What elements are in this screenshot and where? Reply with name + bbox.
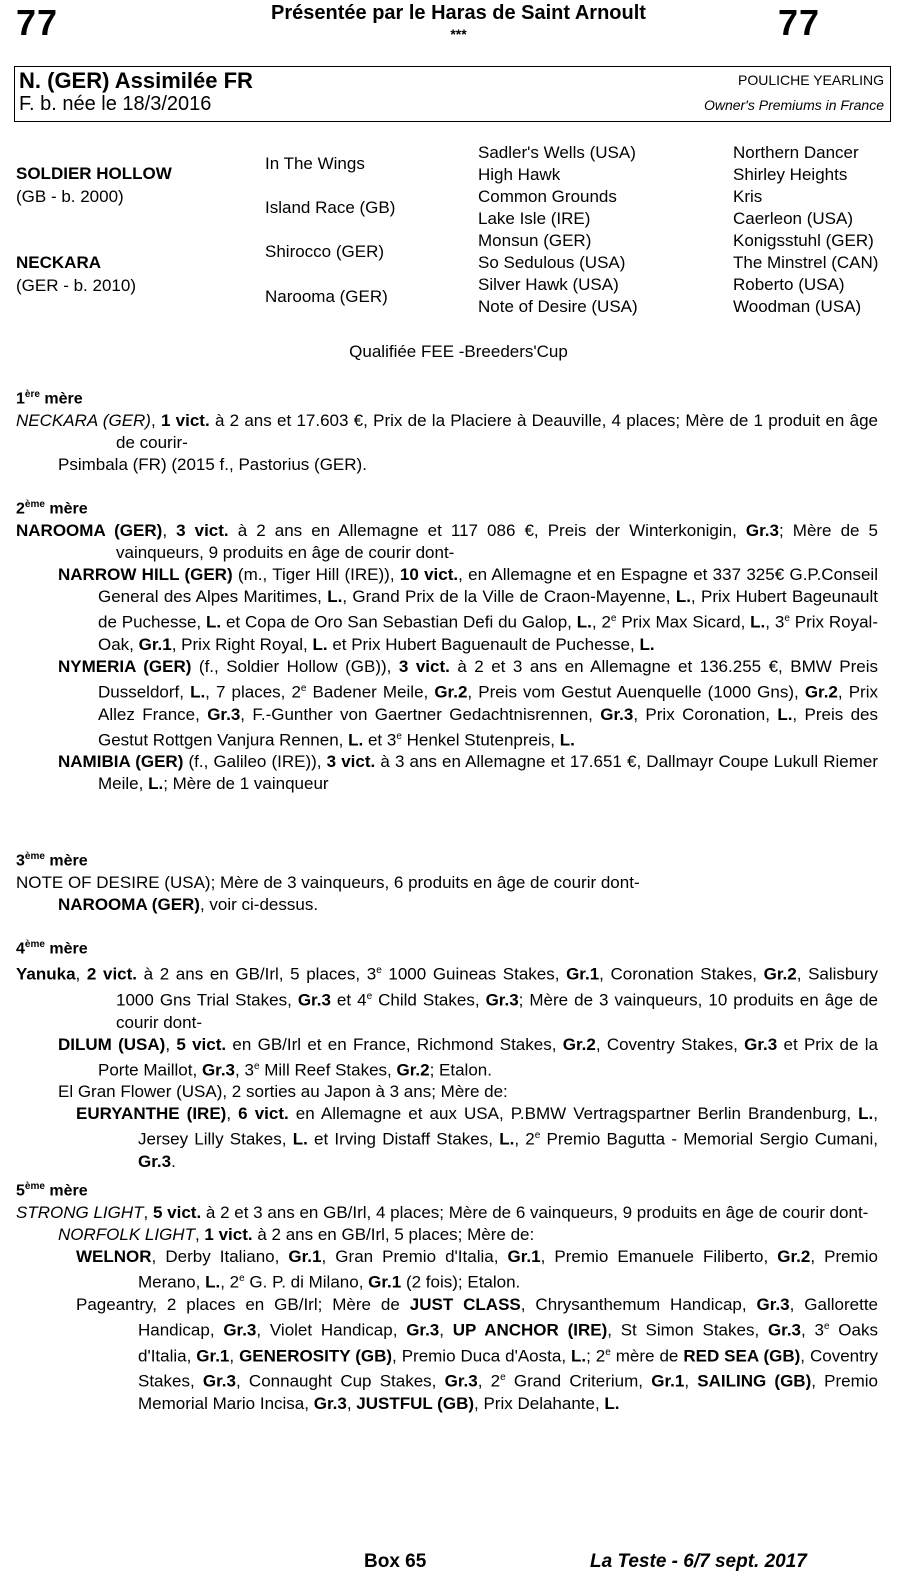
pedigree-gen3: Monsun (GER) — [478, 231, 592, 250]
family-entry: DILUM (USA), 5 vict. en GB/Irl et en France, Richmond Stakes, Gr.2, Coventry Stakes, Gr.3 et Prix de la Porte Maillot, Gr.3, 3e Mill Reef Stakes, Gr.2; Etalon. — [58, 1034, 878, 1080]
family-section-3 — [16, 846, 878, 916]
dam-name: NECKARA — [16, 253, 101, 272]
pedigree-gen4: Woodman (USA) — [733, 297, 862, 316]
family-section-2 — [16, 494, 878, 795]
pedigree-gen3: So Sedulous (USA) — [478, 253, 626, 272]
section-heading: 3ème mère — [16, 851, 88, 870]
family-entry: Pageantry, 2 places en GB/Irl; Mère de JUST CLASS, Chrysanthemum Handicap, Gr.3, Gallorette Handicap, Gr.3, Violet Handicap, Gr.3, UP ANCHOR (IRE), St Simon Stakes, Gr.3, 3e Oaks d'Italia, Gr.1, GENEROSITY (GB), Premio Duca d'Aosta, L.; 2e mère de RED SEA (GB), Coventry Stakes, Gr.3, Connaught Cup Stakes, Gr.3, 2e Grand Criterium, Gr.1, SAILING (GB), Premio Memorial Mario Incisa, Gr.3, JUSTFUL (GB), Prix Delahante, L. — [76, 1294, 879, 1413]
sire-name: SOLDIER HOLLOW — [16, 164, 172, 183]
family-entry: NAROOMA (GER), 3 vict. à 2 ans en Allemagne et 117 086 €, Preis der Winterkonigin, Gr.3; Mère de 5 vainqueurs, 9 produits en âge de courir dont- — [16, 521, 879, 563]
pedigree-gen3: Silver Hawk (USA) — [478, 275, 619, 294]
section-heading: 2ème mère — [16, 499, 88, 518]
family-entry: NOTE OF DESIRE (USA); Mère de 3 vainqueurs, 6 produits en âge de courir dont- — [16, 873, 640, 893]
pedigree-gen4: Konigsstuhl (GER) — [733, 231, 874, 250]
horse-birth: F. b. née le 18/3/2016 — [19, 93, 212, 115]
presenter-line: Présentée par le Haras de Saint Arnoult — [271, 2, 646, 24]
pedigree-gen4: Roberto (USA) — [733, 275, 845, 294]
family-entry: WELNOR, Derby Italiano, Gr.1, Gran Premio d'Italia, Gr.1, Premio Emanuele Filiberto, Gr.2, Premio Merano, L., 2e G. P. di Milano, Gr.1 (2 fois); Etalon. — [76, 1247, 879, 1292]
family-entry: El Gran Flower (USA), 2 sorties au Japon à 3 ans; Mère de: — [58, 1082, 508, 1102]
pedigree-gen3: Common Grounds — [478, 187, 617, 206]
family-entry: Psimbala (FR) (2015 f., Pastorius (GER). — [58, 455, 367, 475]
pedigree-gen2: In The Wings — [265, 154, 365, 173]
qualification: Qualifiée FEE -Breeders'Cup — [349, 342, 568, 361]
section-heading: 4ème mère — [16, 939, 88, 958]
pedigree-gen2: Island Race (GB) — [265, 198, 396, 217]
pedigree-gen4: Northern Dancer — [733, 143, 859, 162]
family-section-4 — [16, 934, 878, 1173]
pedigree-gen3: Note of Desire (USA) — [478, 297, 638, 316]
pedigree-gen2: Shirocco (GER) — [265, 242, 385, 261]
pedigree-gen2: Narooma (GER) — [265, 287, 388, 306]
sale-place-date: La Teste - 6/7 sept. 2017 — [590, 1551, 807, 1572]
pedigree-gen4: Kris — [733, 187, 763, 206]
owner-premiums: Owner's Premiums in France — [703, 97, 884, 113]
section-heading: 5ème mère — [16, 1181, 88, 1200]
dam-info: (GER - b. 2010) — [16, 276, 136, 295]
family-entry: NAMIBIA (GER) (f., Galileo (IRE)), 3 vict. à 3 ans en Allemagne et 17.651 €, Dallmayr Coupe Lukull Riemer Meile, L.; Mère de 1 vainqueur — [58, 752, 879, 794]
family-entry: STRONG LIGHT, 5 vict. à 2 et 3 ans en GB/Irl, 4 places; Mère de 6 vainqueurs, 9 produits en âge de courir dont- — [16, 1203, 869, 1223]
family-section-1 — [16, 384, 878, 476]
pedigree-gen3: Lake Isle (IRE) — [478, 209, 591, 228]
horse-name: N. (GER) Assimilée FR — [19, 68, 253, 93]
horse-box — [14, 66, 891, 122]
family-entry: NORFOLK LIGHT, 1 vict. à 2 ans en GB/Irl, 5 places; Mère de: — [58, 1225, 535, 1245]
pedigree-gen4: Caerleon (USA) — [733, 209, 853, 228]
horse-sex-age: POULICHE YEARLING — [737, 72, 884, 88]
stars: *** — [450, 26, 467, 42]
box-number: Box 65 — [364, 1551, 427, 1572]
family-entry: EURYANTHE (IRE), 6 vict. en Allemagne et aux USA, P.BMW Vertragspartner Berlin Brandenburg, L., Jersey Lilly Stakes, L. et Irving Distaff Stakes, L., 2e Premio Bagutta - Memorial Sergio Cumani, Gr.3. — [76, 1104, 878, 1171]
family-entry: NYMERIA (GER) (f., Soldier Hollow (GB)), 3 vict. à 2 et 3 ans en Allemagne et 136.255 €, BMW Preis Dusseldorf, L., 7 places, 2e Badener Meile, Gr.2, Preis vom Gestut Auenquelle (1000 Gns), Gr.2, Prix Allez France, Gr.3, F.-Gunther von Gaertner Gedachtnisrennen, Gr.3, Prix Coronation, L., Preis des Gestut Rottgen Vanjura Rennen, L. et 3e Henkel Stutenpreis, L. — [58, 656, 879, 750]
lot-number-left: 77 — [16, 2, 59, 43]
pedigree-gen4: The Minstrel (CAN) — [733, 253, 879, 272]
family-entry: NECKARA (GER), 1 vict. à 2 ans et 17.603 €, Prix de la Placiere à Deauville, 4 places; Mère de 1 produit en âge de courir- — [16, 411, 878, 453]
family-entry: NAROOMA (GER), voir ci-dessus. — [58, 895, 319, 915]
family-section-5 — [16, 1176, 878, 1415]
pedigree-gen3: Sadler's Wells (USA) — [478, 143, 636, 162]
pedigree-gen4: Shirley Heights — [733, 165, 848, 184]
family-entry: NARROW HILL (GER) (m., Tiger Hill (IRE)), 10 vict., en Allemagne et en Espagne et 337 325€ G.P.Conseil General des Alpes Maritimes, L., Grand Prix de la Ville de Craon-Mayenne, L., Prix Hubert Bageunault de Puchesse, L. et Copa de Oro San Sebastian Defi du Galop, L., 2e Prix Max Sicard, L., 3e Prix Royal-Oak, Gr.1, Prix Right Royal, L. et Prix Hubert Baguenault de Puchesse, L. — [58, 565, 878, 654]
pedigree-gen3: High Hawk — [478, 165, 561, 184]
sire-info: (GB - b. 2000) — [16, 187, 124, 206]
family-entry: Yanuka, 2 vict. à 2 ans en GB/Irl, 5 places, 3e 1000 Guineas Stakes, Gr.1, Coronation Stakes, Gr.2, Salisbury 1000 Gns Trial Stakes, Gr.3 et 4e Child Stakes, Gr.3; Mère de 3 vainqueurs, 10 produits en âge de courir dont- — [16, 964, 878, 1032]
lot-number-right: 77 — [778, 2, 821, 43]
section-heading: 1ère mère — [16, 389, 83, 408]
